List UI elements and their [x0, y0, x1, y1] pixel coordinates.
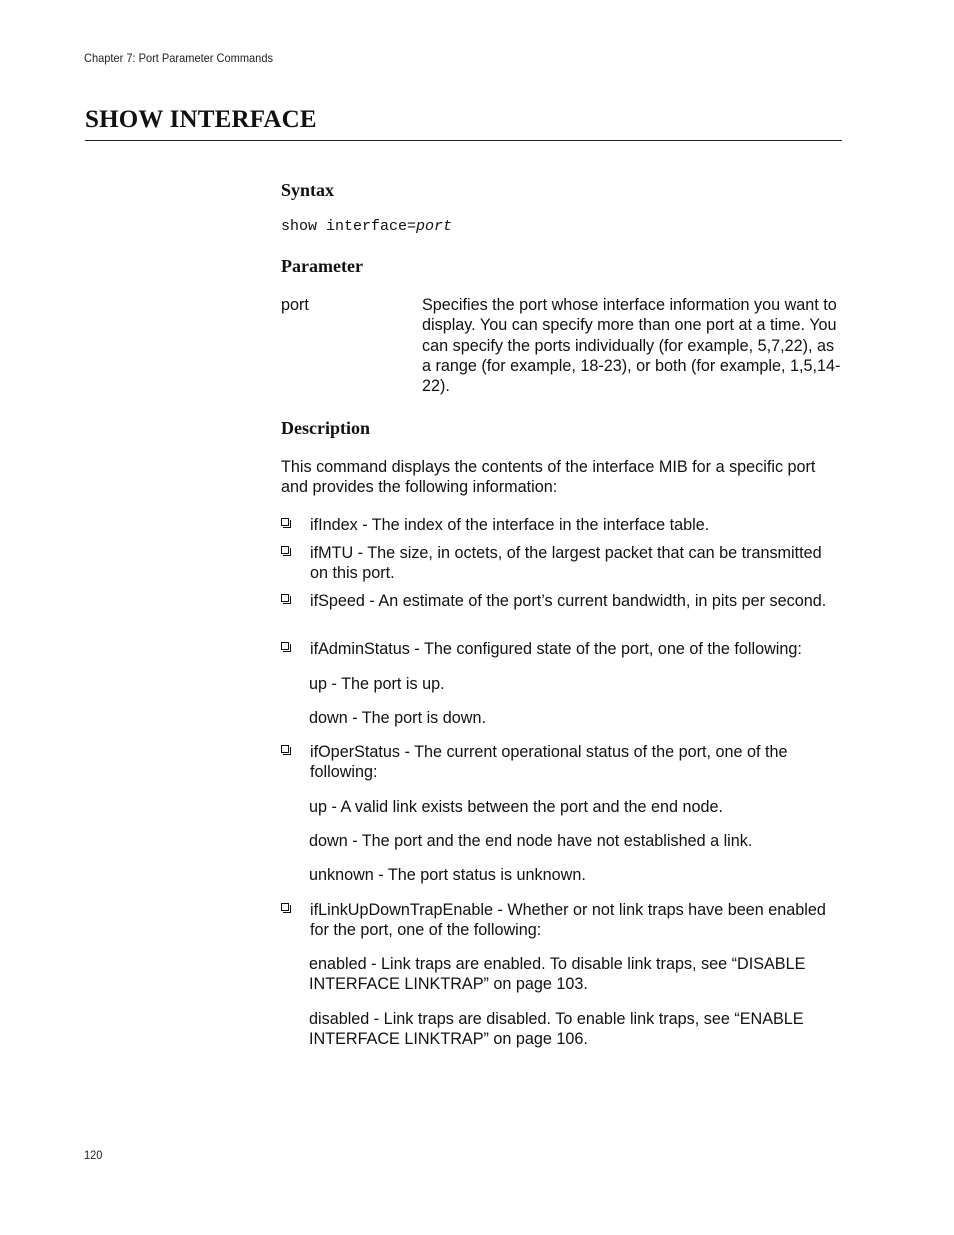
- value-item: up - A valid link exists between the port and the end node.: [309, 798, 723, 816]
- value-item: up - The port is up.: [309, 675, 445, 693]
- checkbox-bullet-icon: [281, 639, 292, 650]
- syntax-argument: port: [416, 218, 453, 235]
- description-intro: This command displays the contents of the interface MIB for a specific port and provides the following information:: [281, 458, 816, 497]
- title-rule: [85, 140, 842, 141]
- checkbox-bullet-icon: [281, 742, 292, 753]
- description-heading: Description: [281, 418, 370, 438]
- list-item-text: ifMTU - The size, in octets, of the largest packet that can be transmitted on this port.: [310, 544, 822, 583]
- value-item: down - The port and the end node have not established a link.: [309, 832, 753, 850]
- syntax-heading: Syntax: [281, 180, 335, 200]
- list-item-text: ifSpeed - An estimate of the port’s current bandwidth, in pits per second.: [310, 592, 827, 610]
- syntax-command-text: show interface=: [281, 218, 417, 235]
- page-title: SHOW INTERFACE: [85, 106, 317, 133]
- checkbox-bullet-icon: [281, 900, 292, 911]
- list-item-text: ifAdminStatus - The configured state of the port, one of the following:: [310, 640, 802, 658]
- list-item-text: ifLinkUpDownTrapEnable - Whether or not link traps have been enabled for the port, one of the following:: [310, 901, 826, 940]
- checkbox-bullet-icon: [281, 515, 292, 526]
- value-item: disabled - Link traps are disabled. To enable link traps, see “ENABLE INTERFACE LINKTRAP” on page 106.: [309, 1010, 804, 1049]
- value-item: down - The port is down.: [309, 709, 486, 727]
- parameter-name: port: [281, 296, 309, 314]
- syntax-command: [281, 217, 452, 237]
- running-head: Chapter 7: Port Parameter Commands: [84, 51, 273, 65]
- page-number: 120: [84, 1148, 103, 1162]
- list-item-text: ifIndex - The index of the interface in the interface table.: [310, 516, 710, 534]
- parameter-description: Specifies the port whose interface information you want to display. You can specify more than one port at a time. You can specify the ports individually (for example, 5,7,22), as a range (for example, 18-23), or both (for example, 1,5,14-22).: [422, 296, 841, 396]
- checkbox-bullet-icon: [281, 591, 292, 602]
- value-item: enabled - Link traps are enabled. To disable link traps, see “DISABLE INTERFACE LINKTRAP” on page 103.: [309, 955, 806, 994]
- list-item-text: ifOperStatus - The current operational status of the port, one of the following:: [310, 743, 788, 782]
- checkbox-bullet-icon: [281, 543, 292, 554]
- parameter-heading: Parameter: [281, 256, 363, 276]
- value-item: unknown - The port status is unknown.: [309, 866, 586, 884]
